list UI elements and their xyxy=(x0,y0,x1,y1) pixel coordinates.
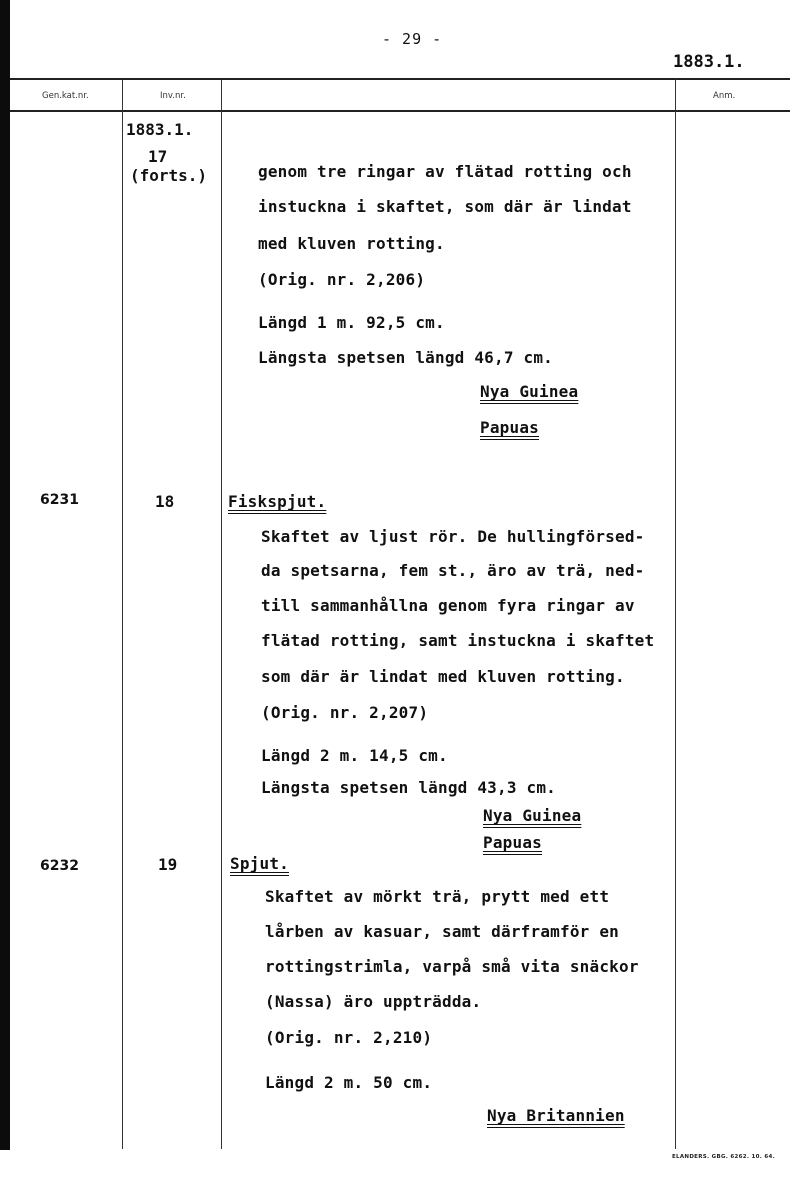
printer-mark: ELANDERS. GBG. 6262. 10. 64. xyxy=(672,1154,775,1160)
text-line: Längsta spetsen längd 46,7 cm. xyxy=(258,348,553,367)
text-line: genom tre ringar av flätad rotting och xyxy=(258,162,632,181)
text-line: Längd 1 m. 92,5 cm. xyxy=(258,313,445,332)
text-line: Skaftet av mörkt trä, prytt med ett xyxy=(265,887,610,906)
inv-number-19: 19 xyxy=(158,855,178,874)
place-label: Nya Britannien xyxy=(487,1106,625,1125)
inv-note-forts: (forts.) xyxy=(130,166,208,185)
text-line: (Orig. nr. 2,206) xyxy=(258,270,426,289)
text-line: instuckna i skaftet, som där är lindat xyxy=(258,197,632,216)
text-line: Längsta spetsen längd 43,3 cm. xyxy=(261,778,556,797)
year-reference: 1883.1. xyxy=(673,52,745,72)
gen-number-6232: 6232 xyxy=(40,858,79,874)
header-top-rule xyxy=(10,78,790,80)
text-line: (Orig. nr. 2,210) xyxy=(265,1028,433,1047)
text-line: lårben av kasuar, samt därframför en xyxy=(265,922,619,941)
header-inv: Inv.nr. xyxy=(160,91,186,101)
text-line: Längd 2 m. 50 cm. xyxy=(265,1073,433,1092)
inv-number-18: 18 xyxy=(155,492,175,511)
place-label: Nya Guinea xyxy=(480,382,579,401)
header-genkat: Gen.kat.nr. xyxy=(42,91,89,101)
column-divider-2 xyxy=(221,79,222,1149)
text-line: (Orig. nr. 2,207) xyxy=(261,703,429,722)
header-bottom-rule xyxy=(10,110,790,112)
inv-year: 1883.1. xyxy=(126,120,194,139)
page-number: - 29 - xyxy=(382,30,443,48)
column-divider-3 xyxy=(675,79,676,1149)
text-line: Skaftet av ljust rör. De hullingförsed- xyxy=(261,527,645,546)
text-line: med kluven rotting. xyxy=(258,234,445,253)
entry-title-spjut: Spjut. xyxy=(230,854,289,873)
text-line: till sammanhållna genom fyra ringar av xyxy=(261,596,635,615)
header-anm: Anm. xyxy=(713,91,736,101)
text-line: rottingstrimla, varpå små vita snäckor xyxy=(265,957,639,976)
text-line: (Nassa) äro uppträdda. xyxy=(265,992,482,1011)
text-line: da spetsarna, fem st., äro av trä, ned- xyxy=(261,561,645,580)
people-label: Papuas xyxy=(483,833,542,852)
text-line: som där är lindat med kluven rotting. xyxy=(261,667,625,686)
inv-number-17: 17 xyxy=(148,147,168,166)
column-divider-1 xyxy=(122,79,123,1149)
text-line: Längd 2 m. 14,5 cm. xyxy=(261,746,448,765)
text-line: flätad rotting, samt instuckna i skaftet xyxy=(261,631,655,650)
gen-number-6231: 6231 xyxy=(40,492,79,508)
binding-strip xyxy=(0,0,10,1150)
place-label: Nya Guinea xyxy=(483,806,582,825)
entry-title-fiskspjut: Fiskspjut. xyxy=(228,492,327,511)
people-label: Papuas xyxy=(480,418,539,437)
